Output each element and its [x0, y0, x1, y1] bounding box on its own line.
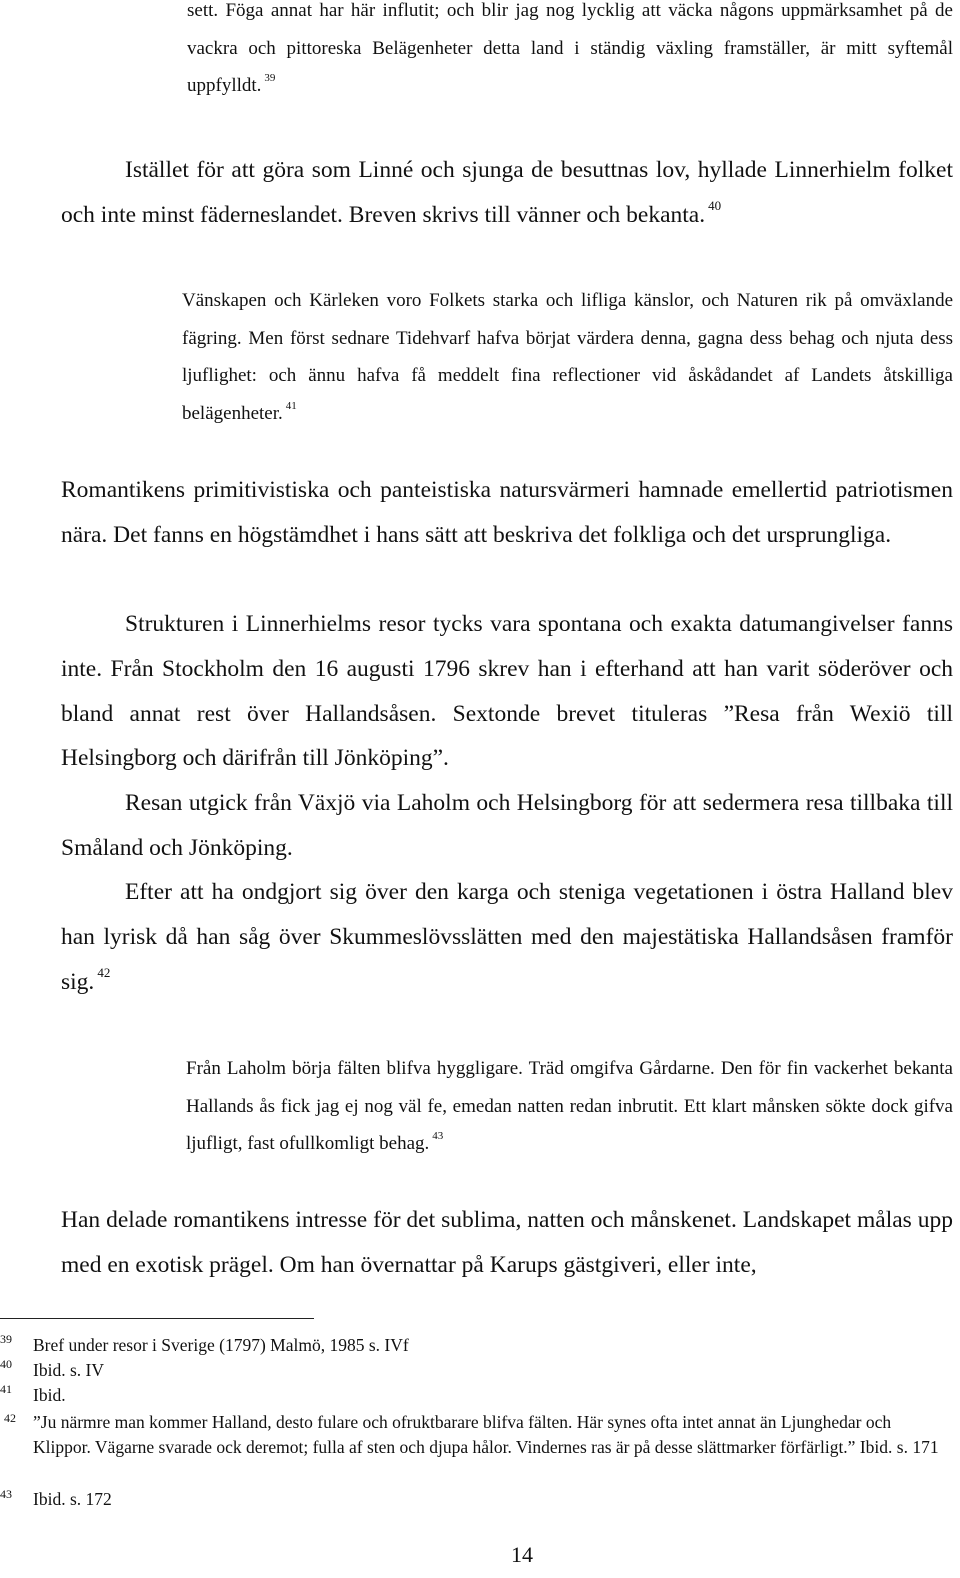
footnote-number: 42 — [4, 1411, 16, 1425]
footnote-ref[interactable]: 42 — [97, 964, 111, 980]
footnote-ref[interactable]: 41 — [285, 399, 297, 412]
body-paragraph: Istället för att göra som Linné och sjunga de besuttnas lov, hyllade Linnerhielm folket och inte minst fäderneslandet. Breven skrivs till vänner och bekanta. $^{40}$ — [61, 157, 953, 228]
footnote-separator — [0, 1318, 314, 1319]
page-number: 14 — [511, 1542, 533, 1567]
footnote-text: Ibid. s. 172 — [33, 1489, 112, 1509]
footnote-number: 41 — [0, 1382, 12, 1396]
footnote-number: 43 — [0, 1487, 12, 1501]
footnote-number: 40 — [0, 1357, 12, 1371]
body-paragraph: Efter att ha ondgjort sig över den karga och steniga vegetationen i östra Halland blev han lyrisk då han såg över Skummeslövsslätten med den majestätiska Hallandsåsen framför sig. $^{42}$ — [61, 879, 953, 995]
block-quote: Vänskapen och Kärleken voro Folkets starka och lifliga känslor, och Naturen rik på omväxlande fägring. Men först sednare Tidehvarf hafva börjat värdera denna, gagna dess behag och njuta dess ljuflighet: och ännu hafva få meddelt fina reflectioner vid åskådandet af Landets åtskilliga belägenheter. $^{41}$ — [182, 290, 953, 424]
footnote-text: Ibid. — [33, 1385, 66, 1405]
footnote-ref[interactable]: 43 — [432, 1130, 444, 1142]
body-paragraph: Romantikens primitivistiska och panteistiska natursvärmeri hamnade emellertid patriotismen nära. Det fanns en högstämdhet i hans sätt att beskriva det folkliga och det ursprungliga. — [61, 477, 953, 548]
footnote-number: 39 — [0, 1332, 12, 1346]
body-paragraph: Resan utgick från Växjö via Laholm och Helsingborg för att sedermera resa tillbaka till Småland och Jönköping. — [61, 790, 953, 861]
body-paragraph: Han delade romantikens intresse för det sublima, natten och månskenet. Landskapet målas upp med en exotisk prägel. Om han övernattar på Karups gästgiveri, eller inte, — [61, 1207, 953, 1278]
footnote-text: Bref under resor i Sverige (1797) Malmö, 1985 s. IVf — [33, 1335, 409, 1355]
block-quote: Från Laholm börja fälten blifva hyggligare. Träd omgifva Gårdarne. Den för fin vackerhet bekanta Hallands ås fick jag ej nog väl fe, emedan natten redan inbrutit. Ett klart månsken sökte dock gifva ljufligt, fast ofullkomligt behag. $^{43}$ — [186, 1058, 953, 1154]
body-paragraph: Strukturen i Linnerhielms resor tycks vara spontana och exakta datumangivelser fanns inte. Från Stockholm den 16 augusti 1796 skrev han i efterhand att han varit söderöver och bland annat rest över Hallandsåsen. Sextonde brevet tituleras ”Resa från Wexiö till Helsingborg och därifrån till Jönköping”. — [61, 611, 953, 772]
block-quote: sett. Föga annat har här influtit; och blir jag nog lycklig att väcka någons uppmärksamhet på de vackra och pittoreska Belägenheter detta land i ständig växling framställer, är mitt syftemål uppfylldt. $^{39}$ — [187, 0, 953, 96]
footnote-ref[interactable]: 39 — [264, 72, 276, 84]
footnote-text: ”Ju närmre man kommer Halland, desto fulare och ofruktbarare blifva fälten. Här synes ofta intet annat än Ljunghedar och Klippor. Vägarne svarade ock deremot; fulla af sten och djupa hålor. Vindernes ras är på desse slättmarker förfärligt.” Ibid. s. 171 — [33, 1412, 939, 1457]
footnote-ref[interactable]: 40 — [708, 197, 722, 213]
footnote-text: Ibid. s. IV — [33, 1360, 104, 1380]
